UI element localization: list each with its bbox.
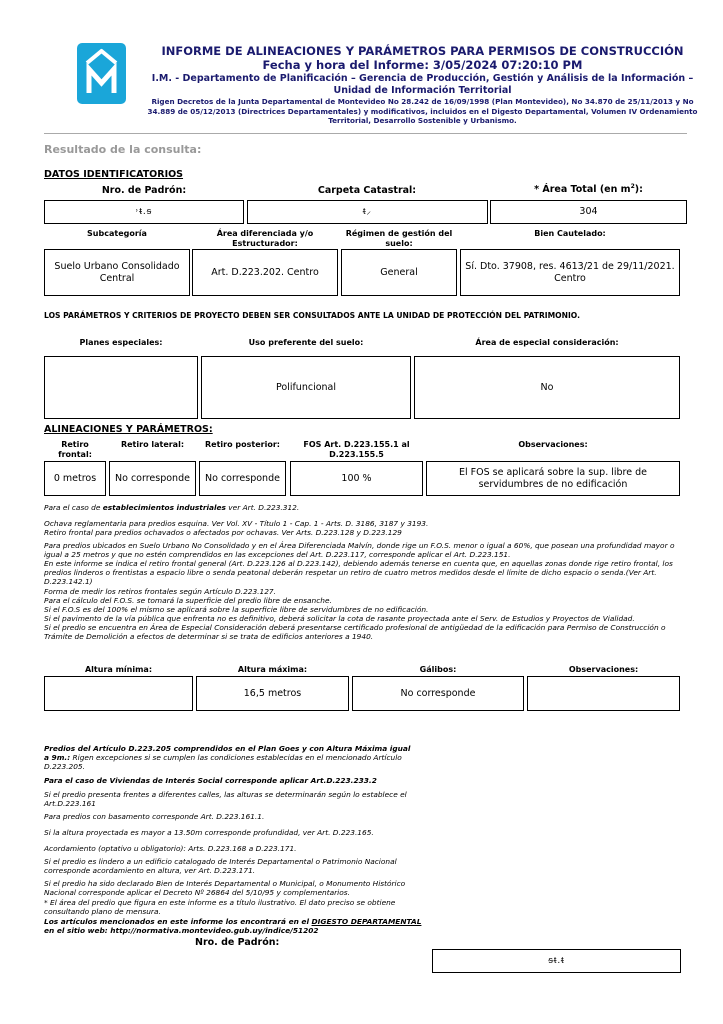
alineaciones-obs-label: Observaciones:	[518, 440, 588, 449]
area-value: 304	[490, 200, 687, 224]
house-m-icon	[77, 43, 126, 104]
patrimonio-warning: LOS PARÁMETROS Y CRITERIOS DE PROYECTO DEBEN SER CONSULTADOS ANTE LA UNIDAD DE PROTECCIÓN DEL PATRIMONIO.	[44, 311, 580, 320]
planes-label: Planes especiales:	[79, 338, 163, 347]
report-datetime: Fecha y hora del Informe: 3/05/2024 07:20:10 PM	[262, 58, 583, 72]
alturas-obs-label: Observaciones:	[568, 665, 639, 674]
note-especial-consideracion: Si el predio se encuentra en Área de Especial Consideración deberá presentarse certificado profesional de antigüedad de la edificación para Permiso de Construcción o Trámite de Demolición a efectos de determinar si se trata de edificios anteriores a 1940.	[44, 623, 666, 642]
area-dif-label: Área diferenciada y/o Estructurador:	[216, 229, 314, 248]
altura-max-value: 16,5 metros	[196, 676, 349, 711]
subcategoria-value: Suelo Urbano Consolidado Central	[44, 249, 190, 296]
retiro-frontal-label: Retiro frontal:	[58, 440, 92, 459]
altura-min-value	[44, 676, 193, 711]
regimen-label: Régimen de gestión del suelo:	[345, 229, 453, 248]
note-lindero-catalogado: Si el predio es lindero a un edificio catalogado de Interés Departamental o Patrimonio Nacional corresponde acordamiento en altura, ver Art. D.223.171.	[44, 857, 397, 876]
uso-value: Polifuncional	[201, 356, 411, 419]
report-title: INFORME DE ALINEACIONES Y PARÁMETROS PARA PERMISOS DE CONSTRUCCIÓN	[161, 44, 684, 58]
note-industriales: Para el caso de establecimientos industriales ver Art. D.223.312.	[44, 503, 300, 512]
note-bien-interes: Si el predio ha sido declarado Bien de Interés Departamental o Municipal, o Monumento Histórico Nacional corresponde aplicar el Decreto Nº 26864 del 5/10/95 y complementarios.	[44, 879, 406, 898]
footer-padron-label: Nro. de Padrón:	[195, 937, 280, 948]
note-altura-proyectada: Si la altura proyectada es mayor a 13.50m corresponde profundidad, ver Art. D.223.165.	[44, 828, 374, 837]
planes-value	[44, 356, 198, 419]
area-label: * Área Total (en $m^2$):	[534, 183, 643, 196]
bien-label: Bien Cautelado:	[534, 229, 606, 238]
especial-value: No	[414, 356, 680, 419]
footer-padron-value: ᵴᵵ.ᵵ	[432, 949, 681, 973]
note-acordamiento: Acordamiento (optativo u obligatorio): Arts. D.223.168 a D.223.171.	[44, 844, 297, 853]
retiro-frontal-value: 0 metros	[44, 461, 106, 496]
alineaciones-obs-value: El FOS se aplicará sobre la sup. libre de servidumbres de no edificación	[426, 461, 680, 496]
note-frentes-calles: Si el predio presenta frentes a diferentes calles, las alturas se determinarán según lo establece el Art.D.223.161	[44, 790, 407, 809]
note-area-ilustrativa: * El área del predio que figura en este informe es a título ilustrativo. El dato preciso se obtiene consultando plano de mensura.	[44, 898, 396, 917]
area-dif-value: Art. D.223.202. Centro	[192, 249, 338, 296]
note-ochava: Ochava reglamentaria para predios esquina. Ver Vol. XV - Título 1 - Cap. 1 - Arts. D. 3186, 3187 y 3193.	[44, 519, 429, 528]
fos-label: FOS Art. D.223.155.1 al D.223.155.5	[303, 440, 410, 459]
fos-value: 100 %	[290, 461, 423, 496]
note-medir-retiros: Forma de medir los retiros frontales según Artículo D.223.127.	[44, 587, 276, 596]
galibos-value: No corresponde	[352, 676, 524, 711]
galibos-label: Gálibos:	[419, 665, 457, 674]
note-vivienda-social: Para el caso de Viviendas de Interés Social corresponde aplicar Art.D.223.233.2	[44, 776, 377, 785]
note-calculo-fos: Para el cálculo del F.O.S. se tomará la superficie del predio libre de ensanche.	[44, 596, 332, 605]
regimen-value: General	[341, 249, 457, 296]
digesto-link[interactable]: DIGESTO DEPARTAMENTAL	[311, 917, 422, 926]
note-plan-goes: Predios del Artículo D.223.205 comprendidos en el Plan Goes y con Altura Máxima igual a 9m.: Rigen excepciones si se cumplen las condiciones establecidas en el mencionado Artículo D.223.205.	[44, 744, 411, 772]
carpeta-value: ᵵ⸝	[247, 200, 488, 224]
report-decrees: Rigen Decretos de la Junta Departamental de Montevideo No 28.242 de 16/09/1998 (Plan Montevideo), No 34.870 de 25/11/2013 y No 34.889 de 05/12/2013 (Directrices Departamentales) y modificativos, incluidos en el Digesto Departamental, Volumen IV Ordenamiento Territorial, Desarrollo Sostenible y Urbanismo.	[147, 97, 698, 126]
padron-value: ˒ᵵ.ᵴ	[44, 200, 244, 224]
carpeta-label: Carpeta Catastral:	[317, 185, 417, 196]
retiro-lateral-label: Retiro lateral:	[120, 440, 185, 449]
altura-min-label: Altura mínima:	[84, 665, 153, 674]
note-retiro-general: En este informe se indica el retiro frontal general (Art. D.223.126 al D.223.142), debiendo además tenerse en cuenta que, en aquellas zonas donde rige retiro frontal, los predios linderos o frentistas a espacio libre o senda peatonal deberán respetar un retiro de cuatro metros medidos desde el límite de dicho espacio o senda.(Ver Art. D.223.142.1)	[44, 559, 673, 587]
retiro-posterior-label: Retiro posterior:	[205, 440, 280, 449]
note-digesto: Los artículos mencionados en este informe los encontrará en el DIGESTO DEPARTAMENTAL en el sitio web: http://normativa.montevideo.gub.uy/indice/51202	[44, 917, 422, 936]
uso-label: Uso preferente del suelo:	[248, 338, 364, 347]
retiro-posterior-value: No corresponde	[199, 461, 286, 496]
alturas-obs-value	[527, 676, 680, 711]
im-logo	[77, 43, 126, 104]
report-department: I.M. - Departamento de Planificación – Gerencia de Producción, Gestión y Análisis de la Información – Unidad de Información Territorial	[151, 73, 694, 96]
note-basamento: Para predios con basamento corresponde Art. D.223.161.1.	[44, 812, 265, 821]
padron-label: Nro. de Padrón:	[101, 185, 187, 196]
retiro-lateral-value: No corresponde	[109, 461, 196, 496]
note-suelo-urbano: Para predios ubicados en Suelo Urbano No Consolidado y en el Área Diferenciada Malvín, donde rige un F.O.S. menor o igual a 60%, que posean una profundidad mayor o igual a 25 metros y que no estén comprendidos en las excepciones del Art. D.223.117, corresponde aplicar el Art. D.223.151.	[44, 541, 675, 560]
bien-value: Sí. Dto. 37908, res. 4613/21 de 29/11/2021. Centro	[460, 249, 680, 296]
datos-section-title: DATOS IDENTIFICATORIOS	[44, 169, 184, 180]
resultado-heading: Resultado de la consulta:	[44, 143, 202, 156]
alineaciones-section-title: ALINEACIONES Y PARÁMETROS:	[44, 424, 213, 435]
note-retiro-ochavados: Retiro frontal para predios ochavados o afectados por ochavas. Ver Arts. D.223.128 y D.223.129	[44, 528, 402, 537]
divider	[44, 133, 687, 134]
altura-max-label: Altura máxima:	[237, 665, 308, 674]
note-pavimento: Si el pavimento de la vía pública que enfrenta no es definitivo, deberá solicitar la cota de rasante proyectada ante el Serv. de Estudios y Proyectos de Vialidad.	[44, 614, 635, 623]
especial-label: Área de especial consideración:	[475, 338, 619, 347]
subcategoria-label: Subcategoría	[87, 229, 147, 238]
note-fos-100: Si el F.O.S es del 100% el mismo se aplicará sobre la superficie libre de servidumbres de no edificación.	[44, 605, 429, 614]
